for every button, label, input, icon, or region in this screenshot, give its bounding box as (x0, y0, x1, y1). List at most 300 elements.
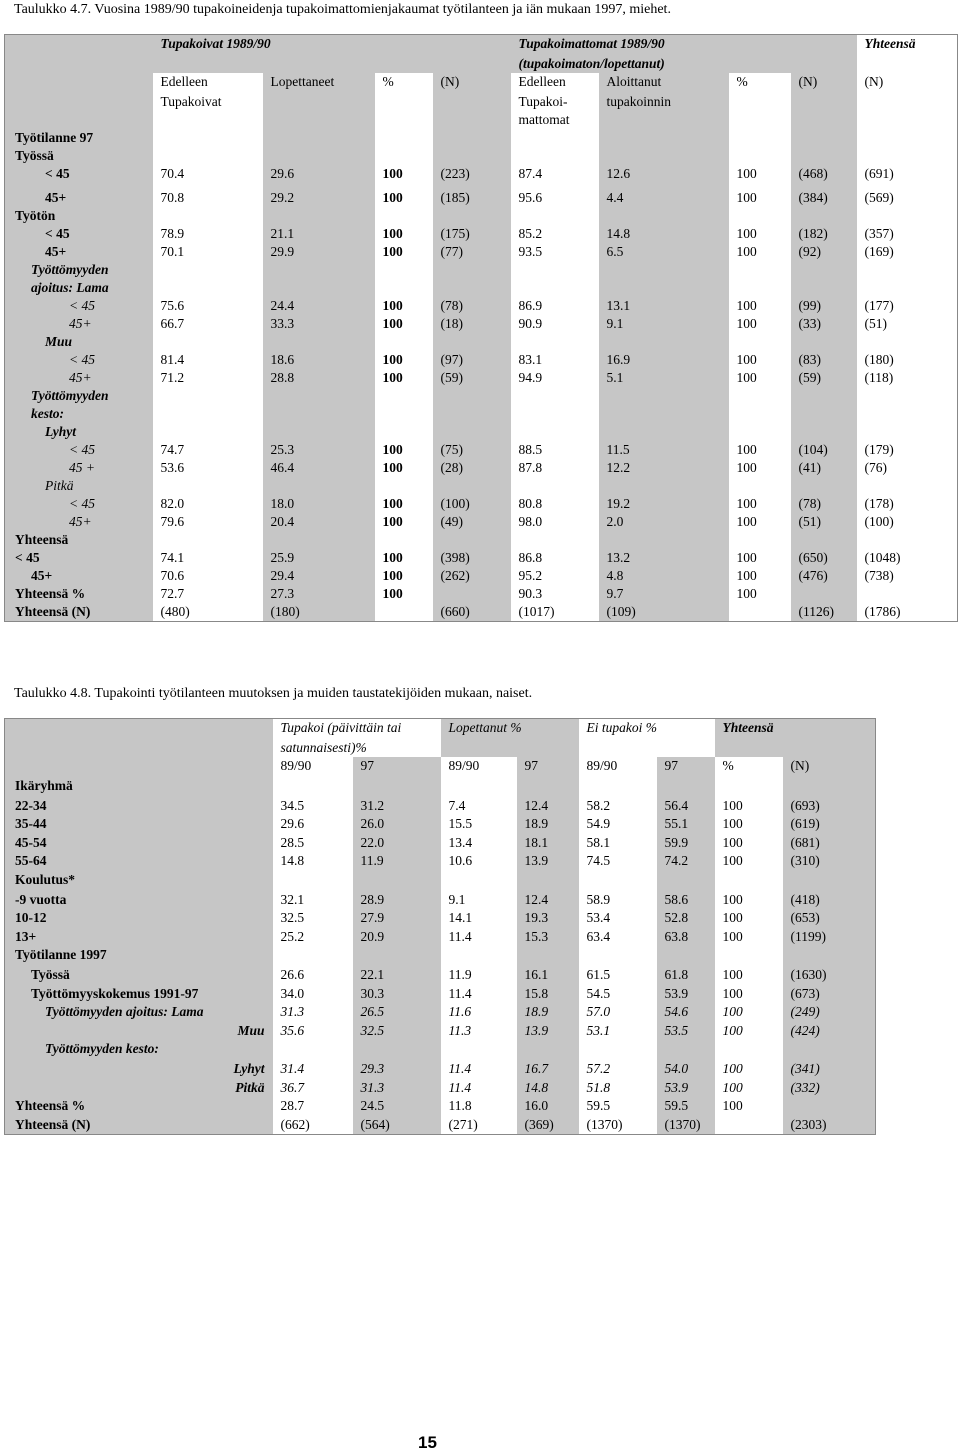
table-cell: 100 (375, 549, 433, 567)
table-cell: (398) (433, 549, 511, 567)
table-row (5, 147, 958, 165)
table-cell (433, 147, 511, 165)
table-cell: 13.1 (599, 297, 729, 315)
table-cell: 74.2 (657, 852, 715, 871)
table-row (5, 423, 958, 441)
table-cell: (1017) (511, 603, 599, 622)
table-cell: 100 (375, 165, 433, 189)
row-label: Yhteensä % (5, 1097, 273, 1116)
table-cell: 11.5 (599, 441, 729, 459)
table-cell (857, 531, 958, 549)
table-cell: 34.0 (273, 985, 353, 1004)
table-cell (153, 531, 263, 549)
table-cell: (182) (791, 225, 857, 243)
table-cell (375, 423, 433, 441)
table-cell (729, 603, 791, 622)
table-cell: 100 (375, 225, 433, 243)
row-label: Pitkä (5, 477, 153, 495)
table-cell: 100 (729, 297, 791, 315)
table-cell (599, 405, 729, 423)
table-cell (715, 777, 783, 797)
table-cell (791, 147, 857, 165)
table-cell (599, 423, 729, 441)
row-label: Työtilanne 97 (5, 129, 153, 147)
table-cell: 70.6 (153, 567, 263, 585)
table-cell: 11.4 (441, 1079, 517, 1098)
table-cell: (1630) (783, 966, 876, 985)
row-label: 45+ (5, 189, 153, 207)
table-row (5, 777, 876, 797)
col-header-mattomat: mattomat (511, 111, 599, 129)
table-cell (153, 387, 263, 405)
table-row (5, 333, 958, 351)
table-cell: 79.6 (153, 513, 263, 531)
table-cell: 58.1 (579, 834, 657, 853)
table-cell: 32.1 (273, 891, 353, 910)
table-cell: 100 (375, 441, 433, 459)
table-cell (375, 129, 433, 147)
table-cell: 100 (375, 513, 433, 531)
col-header-tupakoinnin: tupakoinnin (599, 93, 729, 111)
table-cell: 100 (375, 297, 433, 315)
table-cell: 70.8 (153, 189, 263, 207)
table-cell (791, 129, 857, 147)
table-cell (857, 423, 958, 441)
table-row (5, 1060, 876, 1079)
table-cell: 9.7 (599, 585, 729, 603)
row-label: 22-34 (5, 797, 273, 816)
table-cell: 11.9 (441, 966, 517, 985)
table-cell (263, 207, 375, 225)
table-cell (791, 333, 857, 351)
group-header-smokers: Tupakoivat 1989/90 (153, 35, 511, 55)
col-header-aloittanut: Aloittanut (599, 73, 729, 93)
table-cell: 70.4 (153, 165, 263, 189)
table-row (5, 405, 958, 423)
table-row (5, 225, 958, 243)
table-cell: (97) (433, 351, 511, 369)
row-label: Muu (5, 333, 153, 351)
table-cell (273, 1040, 353, 1060)
table-cell (153, 405, 263, 423)
table-cell: 32.5 (273, 909, 353, 928)
table-cell (153, 261, 263, 279)
table-cell: 14.8 (599, 225, 729, 243)
table-cell: 18.6 (263, 351, 375, 369)
row-label: < 45 (5, 225, 153, 243)
table-cell: 54.0 (657, 1060, 715, 1079)
col-header-edelleen: Edelleen (153, 73, 263, 93)
table-cell: 80.8 (511, 495, 599, 513)
table-cell: 15.8 (517, 985, 579, 1004)
table-cell: 100 (715, 797, 783, 816)
table-cell (783, 1097, 876, 1116)
table-cell (511, 387, 599, 405)
table-row (5, 1116, 876, 1135)
table-cell (375, 207, 433, 225)
table-cell (353, 871, 441, 891)
table-cell (517, 1040, 579, 1060)
table-cell: 27.3 (263, 585, 375, 603)
table-cell (153, 333, 263, 351)
table-row (5, 1097, 876, 1116)
table-cell: 16.1 (517, 966, 579, 985)
row-label: 55-64 (5, 852, 273, 871)
table-cell: (418) (783, 891, 876, 910)
table-cell (857, 279, 958, 297)
table-cell (857, 147, 958, 165)
col-header-tupakoivat: Tupakoivat (153, 93, 263, 111)
table-cell: 57.0 (579, 1003, 657, 1022)
table-cell: 13.9 (517, 852, 579, 871)
table-cell: 16.7 (517, 1060, 579, 1079)
table-cell: (59) (433, 369, 511, 387)
group-header-tupakoi-sub: satunnaisesti)% (273, 739, 441, 757)
table-cell: 58.6 (657, 891, 715, 910)
group-header-tupakoi: Tupakoi (päivittäin tai (273, 719, 441, 739)
table-cell: 35.6 (273, 1022, 353, 1041)
table-cell: 34.5 (273, 797, 353, 816)
table-cell (729, 129, 791, 147)
table-row (5, 1003, 876, 1022)
table-cell: (653) (783, 909, 876, 928)
table-cell: (51) (791, 513, 857, 531)
table-cell: (1370) (579, 1116, 657, 1135)
table-row (5, 441, 958, 459)
table-row (5, 129, 958, 147)
row-label: 45-54 (5, 834, 273, 853)
table-4-8-subheader-row (5, 757, 876, 777)
table-cell: (476) (791, 567, 857, 585)
table-cell (715, 1116, 783, 1135)
table-cell: (738) (857, 567, 958, 585)
table-cell (433, 585, 511, 603)
row-label: Työtilanne 1997 (5, 946, 273, 966)
table-cell: 18.9 (517, 1003, 579, 1022)
row-label: kesto: (5, 405, 153, 423)
table-4-7-header (5, 35, 958, 129)
table-cell: 31.3 (353, 1079, 441, 1098)
row-label: < 45 (5, 495, 153, 513)
table-cell: 63.8 (657, 928, 715, 947)
table-cell (353, 1040, 441, 1060)
row-label: 45 + (5, 459, 153, 477)
table-cell (375, 261, 433, 279)
table-cell: 18.0 (263, 495, 375, 513)
table-cell: 18.9 (517, 815, 579, 834)
table-cell (511, 423, 599, 441)
table-cell (375, 147, 433, 165)
table-cell (783, 871, 876, 891)
table-cell: 61.5 (579, 966, 657, 985)
table-row (5, 369, 958, 387)
table-cell (657, 777, 715, 797)
table-cell: 100 (729, 549, 791, 567)
table-cell (599, 129, 729, 147)
table-cell: 100 (729, 189, 791, 207)
table-cell: 71.2 (153, 369, 263, 387)
table-cell: 19.3 (517, 909, 579, 928)
group-header-nonsmokers: Tupakoimattomat 1989/90 (511, 35, 857, 55)
table-cell: 100 (729, 243, 791, 261)
table-cell: 12.4 (517, 891, 579, 910)
table-cell: (691) (857, 165, 958, 189)
table-cell: 100 (375, 315, 433, 333)
col-header: 97 (517, 757, 579, 777)
table-cell: 100 (729, 165, 791, 189)
table-cell: 53.5 (657, 1022, 715, 1041)
table-cell: (223) (433, 165, 511, 189)
table-cell: (177) (857, 297, 958, 315)
table-row (5, 387, 958, 405)
table-cell: 29.4 (263, 567, 375, 585)
table-cell (263, 531, 375, 549)
table-cell: (179) (857, 441, 958, 459)
table-cell: 100 (715, 852, 783, 871)
table-cell (579, 777, 657, 797)
table-cell: 51.8 (579, 1079, 657, 1098)
table-cell: 54.6 (657, 1003, 715, 1022)
table-cell: 59.5 (579, 1097, 657, 1116)
table-cell: 7.4 (441, 797, 517, 816)
table-cell: (104) (791, 441, 857, 459)
table-cell: 33.3 (263, 315, 375, 333)
table-cell: (341) (783, 1060, 876, 1079)
table-cell: 12.4 (517, 797, 579, 816)
table-cell: (357) (857, 225, 958, 243)
table-cell (729, 147, 791, 165)
table-row (5, 531, 958, 549)
table-cell (517, 777, 579, 797)
table-cell: (100) (857, 513, 958, 531)
table-cell (153, 423, 263, 441)
table-row (5, 315, 958, 333)
col-header: 89/90 (579, 757, 657, 777)
table-cell: 94.9 (511, 369, 599, 387)
table-cell: 32.5 (353, 1022, 441, 1041)
table-4-8 (4, 718, 876, 1135)
table-cell (375, 405, 433, 423)
col-header-percent-2: % (729, 73, 791, 93)
table-cell: (468) (791, 165, 857, 189)
row-label: ajoitus: Lama (5, 279, 153, 297)
table-cell: 88.5 (511, 441, 599, 459)
table-cell (263, 261, 375, 279)
table-cell: (480) (153, 603, 263, 622)
table-cell: 59.9 (657, 834, 715, 853)
table-cell: 31.4 (273, 1060, 353, 1079)
table-cell: (1199) (783, 928, 876, 947)
table-cell: 53.9 (657, 1079, 715, 1098)
row-label: Ikäryhmä (5, 777, 273, 797)
table-cell: 100 (729, 459, 791, 477)
table-cell: (33) (791, 315, 857, 333)
table-cell: 14.1 (441, 909, 517, 928)
table-cell: 100 (715, 1022, 783, 1041)
table-cell (353, 946, 441, 966)
table-cell (263, 405, 375, 423)
table-row (5, 909, 876, 928)
table-row (5, 549, 958, 567)
col-header: 97 (353, 757, 441, 777)
table-cell: 81.4 (153, 351, 263, 369)
table-cell (273, 946, 353, 966)
table-row (5, 495, 958, 513)
col-header: 89/90 (441, 757, 517, 777)
group-header-total: Yhteensä (857, 35, 958, 55)
table-cell: 29.3 (353, 1060, 441, 1079)
table-cell: (384) (791, 189, 857, 207)
table-row (5, 459, 958, 477)
table-cell (511, 279, 599, 297)
row-label: Yhteensä (5, 531, 153, 549)
table-cell (783, 777, 876, 797)
table-cell: 58.2 (579, 797, 657, 816)
table-cell (729, 207, 791, 225)
table-cell (857, 387, 958, 405)
table-cell (353, 777, 441, 797)
table-cell (433, 477, 511, 495)
table-cell: (175) (433, 225, 511, 243)
table-cell (511, 531, 599, 549)
table-cell: 100 (715, 966, 783, 985)
table-cell: 100 (729, 441, 791, 459)
table-row (5, 297, 958, 315)
table-cell: 2.0 (599, 513, 729, 531)
table-row (5, 207, 958, 225)
table-cell: 100 (375, 585, 433, 603)
table-cell: 87.8 (511, 459, 599, 477)
table-cell: 25.2 (273, 928, 353, 947)
col-header-n-total: (N) (857, 73, 958, 93)
table-cell (729, 423, 791, 441)
table-row (5, 1022, 876, 1041)
table-row (5, 966, 876, 985)
table-cell: 100 (715, 928, 783, 947)
table-cell: 12.2 (599, 459, 729, 477)
table-cell (153, 147, 263, 165)
row-label: Yhteensä % (5, 585, 153, 603)
row-label: Koulutus* (5, 871, 273, 891)
table-row (5, 279, 958, 297)
table-cell (791, 261, 857, 279)
table-4-8-caption: Taulukko 4.8. Tupakointi työtilanteen muutoksen ja muiden taustatekijöiden mukaan, naiset. (14, 686, 533, 701)
row-label: Työttömyyskokemus 1991-97 (5, 985, 273, 1004)
table-cell: 29.9 (263, 243, 375, 261)
table-cell: 28.8 (263, 369, 375, 387)
table-cell (599, 207, 729, 225)
col-header: 97 (657, 757, 715, 777)
table-cell: 11.3 (441, 1022, 517, 1041)
table-row (5, 946, 876, 966)
table-cell: 100 (729, 369, 791, 387)
table-cell: (41) (791, 459, 857, 477)
table-cell: (424) (783, 1022, 876, 1041)
table-row (5, 351, 958, 369)
table-row (5, 871, 876, 891)
row-label: 35-44 (5, 815, 273, 834)
col-header-edelleen-2: Edelleen (511, 73, 599, 93)
table-cell: (75) (433, 441, 511, 459)
row-label: Työttömyyden (5, 387, 153, 405)
table-cell: 100 (729, 351, 791, 369)
row-label: Työttömyyden kesto: (5, 1040, 273, 1060)
table-row (5, 165, 958, 189)
table-cell: 5.1 (599, 369, 729, 387)
table-cell (783, 946, 876, 966)
table-row (5, 1040, 876, 1060)
table-cell: (310) (783, 852, 876, 871)
table-cell (657, 1040, 715, 1060)
row-label: Työtön (5, 207, 153, 225)
table-cell: (673) (783, 985, 876, 1004)
table-cell (433, 387, 511, 405)
table-cell: 70.1 (153, 243, 263, 261)
row-label: Työttömyyden ajoitus: Lama (5, 1003, 273, 1022)
table-cell (599, 261, 729, 279)
row-label: 45+ (5, 243, 153, 261)
table-cell: 28.7 (273, 1097, 353, 1116)
table-cell: 53.9 (657, 985, 715, 1004)
table-cell (511, 129, 599, 147)
table-cell (729, 279, 791, 297)
table-cell (791, 279, 857, 297)
table-4-7-body (5, 129, 958, 622)
table-cell: 25.3 (263, 441, 375, 459)
table-cell: 100 (715, 834, 783, 853)
table-cell: (650) (791, 549, 857, 567)
table-cell: (271) (441, 1116, 517, 1135)
table-cell: 15.3 (517, 928, 579, 947)
table-cell (263, 129, 375, 147)
table-cell (441, 946, 517, 966)
group-header-ei-tupakoi: Ei tupakoi % (579, 719, 715, 739)
table-cell (791, 585, 857, 603)
table-cell: 21.1 (263, 225, 375, 243)
table-cell: (100) (433, 495, 511, 513)
table-cell: (99) (791, 297, 857, 315)
table-cell: 11.4 (441, 1060, 517, 1079)
table-cell: 29.2 (263, 189, 375, 207)
table-cell (263, 147, 375, 165)
table-cell: 74.5 (579, 852, 657, 871)
table-cell: 100 (375, 459, 433, 477)
table-cell: (1048) (857, 549, 958, 567)
row-label: < 45 (5, 351, 153, 369)
table-cell: 100 (729, 585, 791, 603)
table-cell (441, 777, 517, 797)
row-label: Työttömyyden (5, 261, 153, 279)
table-cell (433, 333, 511, 351)
table-cell (791, 405, 857, 423)
table-cell: 86.8 (511, 549, 599, 567)
table-row (5, 261, 958, 279)
table-cell (375, 603, 433, 622)
row-label: 45+ (5, 315, 153, 333)
table-cell: 6.5 (599, 243, 729, 261)
table-cell: 98.0 (511, 513, 599, 531)
table-cell: 100 (729, 225, 791, 243)
table-cell: 100 (729, 567, 791, 585)
table-cell: (51) (857, 315, 958, 333)
table-cell: 24.5 (353, 1097, 441, 1116)
table-cell: 95.2 (511, 567, 599, 585)
table-cell: (681) (783, 834, 876, 853)
row-label: 45+ (5, 567, 153, 585)
table-row (5, 477, 958, 495)
table-cell: 31.2 (353, 797, 441, 816)
table-cell (729, 477, 791, 495)
